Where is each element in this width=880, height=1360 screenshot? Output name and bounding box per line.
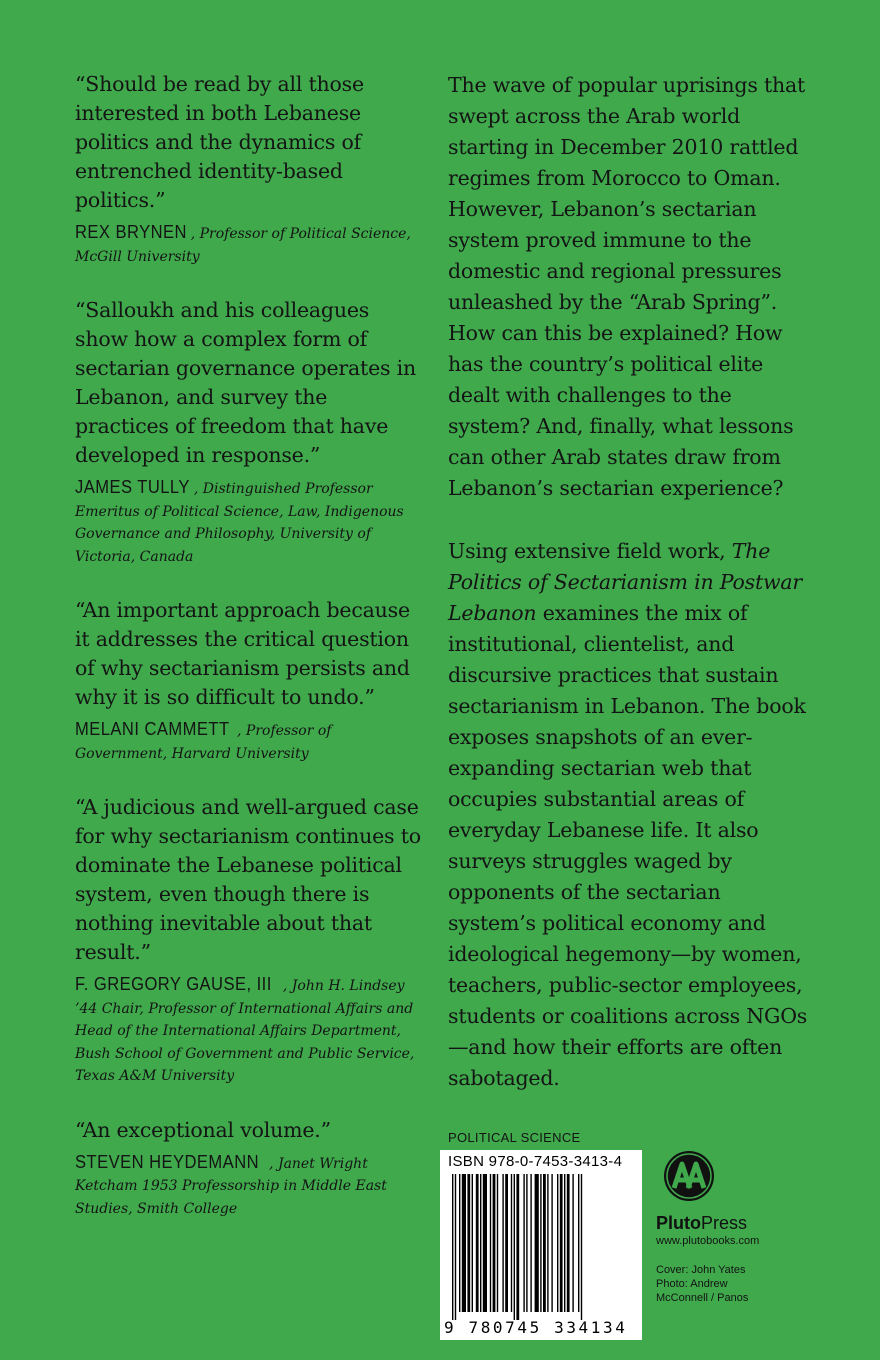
barcode-bar <box>535 1174 539 1312</box>
description-paragraph-2: Using extensive field work, The Politics of Sectarianism in Postwar Lebanon examines the mix of institutional, clientelist, and discursive practices that sustain sectarianism in Lebanon. The book exposes snapshots of an ever-expanding sectarian web that occupies substantial areas of everyday Lebanese life. It also surveys struggles waged by opponents of the sectarian system’s political economy and ideological hegemony—by women, teachers, public-sector employees, students or coalitions across NGOs—and how their efforts are often sabotaged. <box>448 539 808 1090</box>
blurb-author-title: Distinguished Professor Emeritus of Political Science, Law, Indigenous Governance and Philosophy, University of Victoria, Canada <box>75 481 404 565</box>
blurb-attribution: JAMES TULLY , Distinguished Professor Emeritus of Political Science, Law, Indigenous Governance and Philosophy, University of Victoria, Canada <box>75 477 404 565</box>
blurb-quote: “Should be read by all those interested in both Lebanese politics and the dynamics of entrenched identity-based politics.” <box>75 72 364 212</box>
blurb-author: F. GREGORY GAUSE, III <box>75 974 272 994</box>
barcode-bar <box>514 1174 515 1320</box>
publisher-url: www.plutobooks.com <box>656 1235 760 1247</box>
cover-credit: Cover: John Yates <box>656 1264 746 1276</box>
barcode-bar <box>472 1174 473 1312</box>
barcode-bar <box>560 1174 563 1312</box>
barcode-bar <box>467 1174 470 1312</box>
blurb <box>75 1116 425 1221</box>
barcode-bar <box>480 1174 481 1312</box>
barcode-bar <box>490 1174 491 1312</box>
barcode-bar <box>452 1174 453 1320</box>
book-title: The Politics of Sectarianism in Postwar Lebanon <box>448 539 803 625</box>
blurb <box>75 596 425 765</box>
blurb <box>75 793 425 1088</box>
barcode-bar <box>551 1174 552 1312</box>
isbn-label: ISBN 978-0-7453-3413-4 <box>448 1153 623 1170</box>
barcode-bar <box>516 1174 519 1320</box>
barcode-bar <box>505 1174 508 1312</box>
barcode-bar <box>530 1174 531 1312</box>
publisher-name: PlutoPress <box>656 1213 748 1233</box>
description-paragraph-1: The wave of popular uprisings that swept across the Arab world starting in December 2010 rattled regimes from Morocco to Oman. However, Lebanon’s sectarian system proved immune to the domestic and regional pressures unleashed by the “Arab Spring”. How can this be explained? How has the country’s political elite dealt with challenges to the system? And, finally, what lessons can other Arab states draw from Lebanon’s sectarian experience? <box>448 73 806 500</box>
blurb-quote: “A judicious and well-argued case for why sectarianism continues to dominate the Lebanese political system, even though there is nothing inevitable about that result.” <box>75 795 421 964</box>
barcode-bar <box>502 1174 503 1312</box>
barcode-bars <box>446 1174 636 1320</box>
blurb-author-title: Janet Wright Ketcham 1953 Professorship in Middle East Studies, Smith College <box>75 1155 387 1217</box>
barcode-digits: 9 780745 334134 <box>444 1318 628 1337</box>
subject-category: POLITICAL SCIENCE <box>448 1130 581 1145</box>
barcode-bar <box>497 1174 498 1312</box>
barcode-bar <box>526 1174 527 1312</box>
barcode-bar <box>462 1174 466 1312</box>
blurb-quote: “Salloukh and his colleagues show how a complex form of sectarian governance operates in Lebanon, and survey the practices of freedom that have developed in response.” <box>75 298 417 467</box>
barcode-bar <box>523 1174 524 1312</box>
blurb-author: JAMES TULLY <box>75 477 190 497</box>
barcode-bar <box>547 1174 548 1312</box>
pluto-press-logo-icon <box>656 1150 722 1202</box>
barcode-bar <box>459 1174 460 1312</box>
blurb-attribution: REX BRYNEN , Professor of Political Science, McGill University <box>75 222 411 265</box>
blurb-attribution: STEVEN HEYDEMANN , Janet Wright Ketcham 1953 Professorship in Middle East Studies, Smith College <box>75 1151 387 1217</box>
barcode-bar <box>557 1174 558 1312</box>
barcode-bar <box>572 1174 573 1312</box>
barcode-bar <box>483 1174 487 1312</box>
blurb-quote: “An important approach because it addresses the critical question of why sectarianism persists and why it is so difficult to undo.” <box>75 598 410 709</box>
blurb-attribution: MELANI CAMMETT , Professor of Government, Harvard University <box>75 719 332 762</box>
blurb-author: REX BRYNEN <box>75 222 187 242</box>
barcode-bar <box>455 1174 456 1320</box>
barcode-bar <box>511 1174 512 1312</box>
blurbs-column <box>75 70 425 1248</box>
blurb-quote: “An exceptional volume.” <box>75 1117 331 1142</box>
photo-credit-line1: Photo: Andrew <box>656 1278 728 1290</box>
description-column <box>448 70 808 1126</box>
blurb <box>75 70 425 268</box>
publisher-block <box>656 1150 776 1305</box>
cover-credits <box>656 1263 776 1305</box>
photo-credit-line2: McConnell / Panos <box>656 1292 749 1304</box>
barcode-bar <box>578 1174 579 1312</box>
barcode-bar <box>567 1174 570 1312</box>
barcode <box>440 1150 642 1340</box>
barcode-bar <box>476 1174 479 1312</box>
barcode-bar <box>564 1174 565 1312</box>
barcode-bar <box>543 1174 546 1312</box>
blurb-attribution: F. GREGORY GAUSE, III , John H. Lindsey ’44 Chair, Professor of International Affairs and Head of the International Affairs Department, Bush School of Government and Public Service, Texas A&M University <box>75 974 415 1084</box>
blurb <box>75 296 425 568</box>
blurb-author-title: Professor of Political Science, McGill University <box>75 226 411 265</box>
barcode-bar <box>493 1174 496 1312</box>
blurb-author-title: John H. Lindsey ’44 Chair, Professor of International Affairs and Head of the International Affairs Department, Bush School of Government and Public Service, Texas A&M University <box>75 978 415 1084</box>
blurb-author: MELANI CAMMETT <box>75 719 230 739</box>
blurb-author: STEVEN HEYDEMANN <box>75 1151 260 1172</box>
barcode-bar <box>540 1174 541 1312</box>
blurb-author-title: Professor of Government, Harvard University <box>75 723 332 762</box>
barcode-bar <box>581 1174 582 1320</box>
